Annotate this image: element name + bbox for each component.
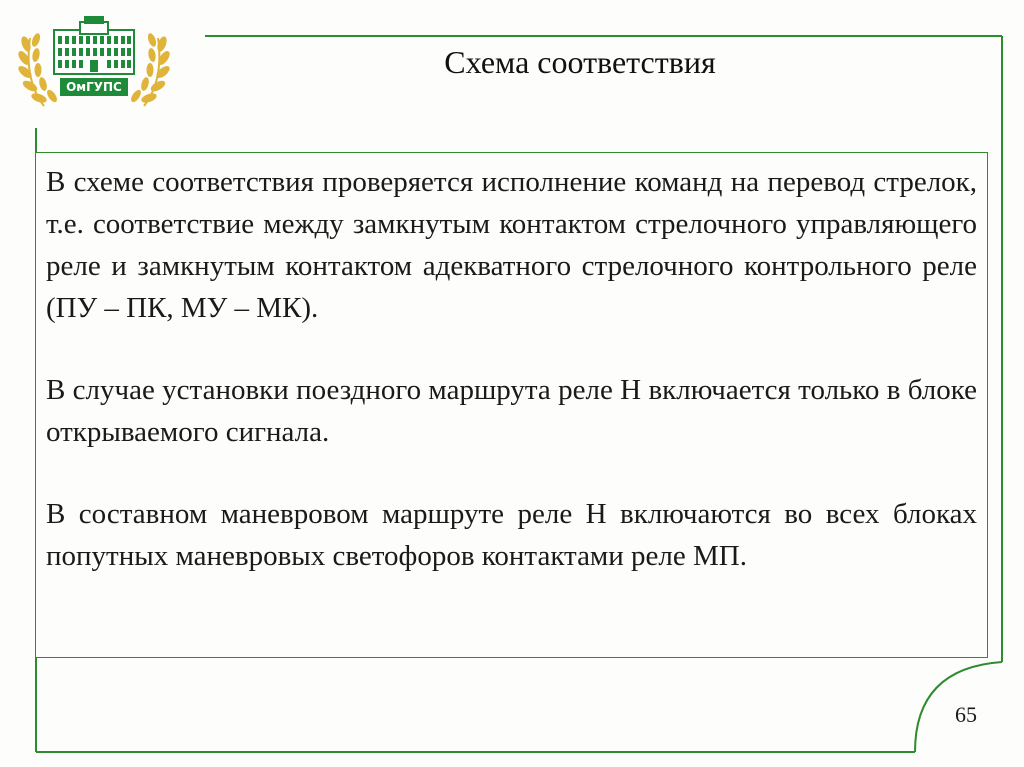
paragraph-shunting-route: В составном маневровом маршруте реле Н включаются во всех блоках попутных маневровых светофоров контактами реле МП.: [46, 498, 977, 572]
logo-text: ОмГУПС: [66, 80, 122, 94]
page-number: 65: [955, 702, 977, 727]
content-box: [35, 152, 988, 658]
paragraph-train-route: В случае установки поездного маршрута реле Н включается только в блоке открываемого сигнала.: [46, 374, 977, 448]
university-building-laurel-icon: [14, 10, 174, 116]
university-logo: [14, 10, 174, 116]
paragraph-correspondence-check: В схеме соответствия проверяется исполнение команд на перевод стрелок, т.е. соответствие между замкнутым контактом стрелочного управляющего реле и замкнутым контактом адекватного стрелочного контрольного реле (ПУ – ПК, МУ – МК).: [46, 166, 977, 324]
slide-title: Схема соответствия: [444, 44, 716, 80]
